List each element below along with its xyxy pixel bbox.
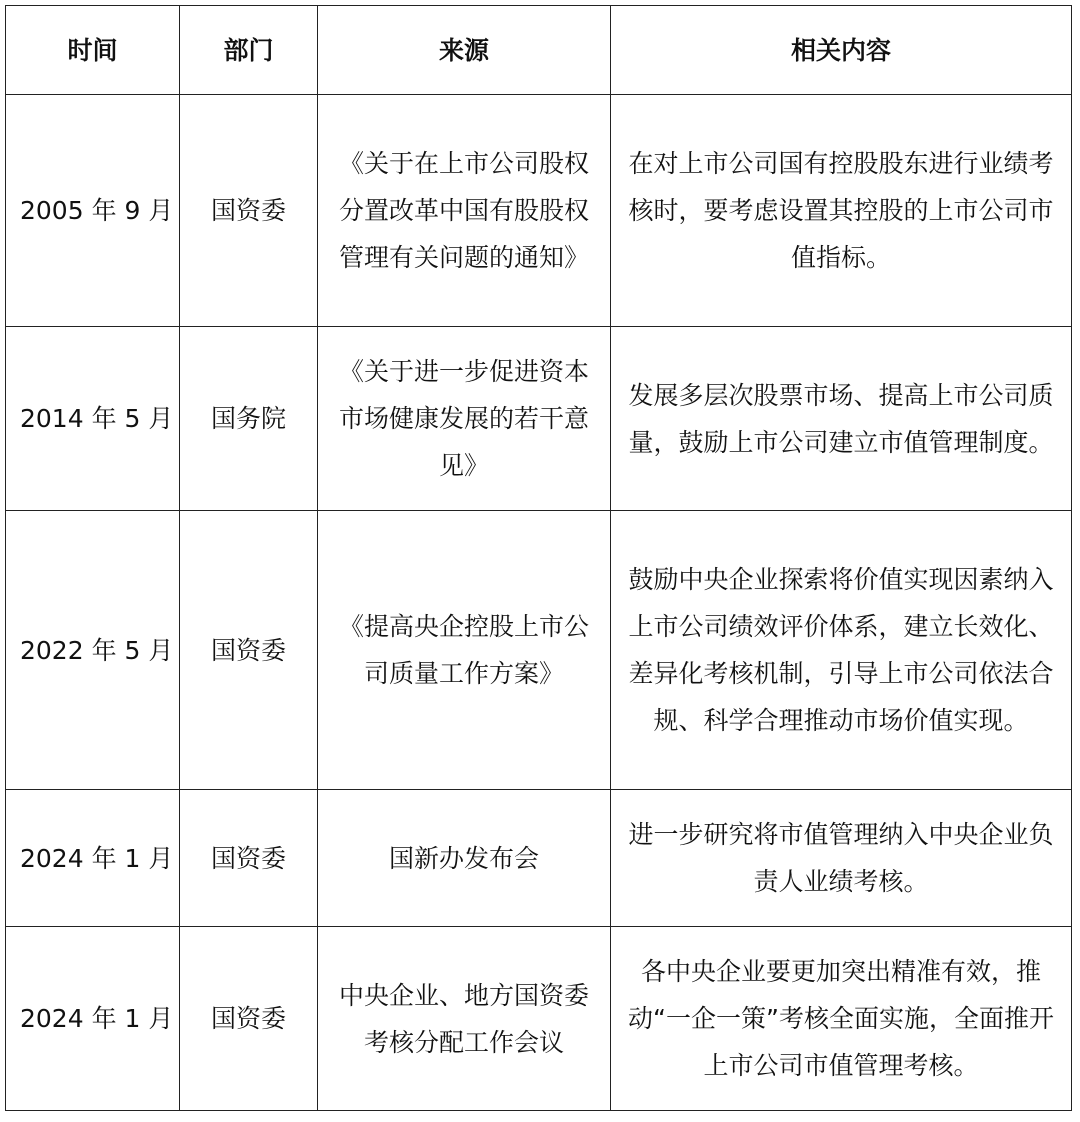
- cell-department: 国资委: [180, 927, 318, 1111]
- table-row: [6, 327, 1072, 511]
- table-row: [6, 927, 1072, 1111]
- cell-source: 《关于进一步促进资本市场健康发展的若干意见》: [318, 327, 611, 511]
- header-source: 来源: [318, 6, 611, 95]
- cell-source: 《提高央企控股上市公司质量工作方案》: [318, 511, 611, 790]
- header-content: 相关内容: [611, 6, 1072, 95]
- policy-table: [5, 5, 1072, 1111]
- table-row: [6, 790, 1072, 927]
- cell-time: 2014 年 5 月: [6, 327, 180, 511]
- cell-department: 国资委: [180, 790, 318, 927]
- cell-time: 2005 年 9 月: [6, 95, 180, 327]
- cell-content: 各中央企业要更加突出精准有效，推动“一企一策”考核全面实施，全面推开上市公司市值管理考核。: [611, 927, 1072, 1111]
- table-row: [6, 95, 1072, 327]
- cell-time: 2022 年 5 月: [6, 511, 180, 790]
- cell-source: 中央企业、地方国资委考核分配工作会议: [318, 927, 611, 1111]
- header-department: 部门: [180, 6, 318, 95]
- cell-department: 国务院: [180, 327, 318, 511]
- cell-department: 国资委: [180, 95, 318, 327]
- cell-content: 发展多层次股票市场、提高上市公司质量，鼓励上市公司建立市值管理制度。: [611, 327, 1072, 511]
- cell-source: 《关于在上市公司股权分置改革中国有股股权管理有关问题的通知》: [318, 95, 611, 327]
- table-row: [6, 511, 1072, 790]
- cell-time: 2024 年 1 月: [6, 790, 180, 927]
- cell-source: 国新办发布会: [318, 790, 611, 927]
- cell-content: 进一步研究将市值管理纳入中央企业负责人业绩考核。: [611, 790, 1072, 927]
- table-header-row: [6, 6, 1072, 95]
- cell-time: 2024 年 1 月: [6, 927, 180, 1111]
- cell-content: 在对上市公司国有控股股东进行业绩考核时，要考虑设置其控股的上市公司市值指标。: [611, 95, 1072, 327]
- header-time: 时间: [6, 6, 180, 95]
- cell-content: 鼓励中央企业探索将价值实现因素纳入上市公司绩效评价体系，建立长效化、差异化考核机制，引导上市公司依法合规、科学合理推动市场价值实现。: [611, 511, 1072, 790]
- cell-department: 国资委: [180, 511, 318, 790]
